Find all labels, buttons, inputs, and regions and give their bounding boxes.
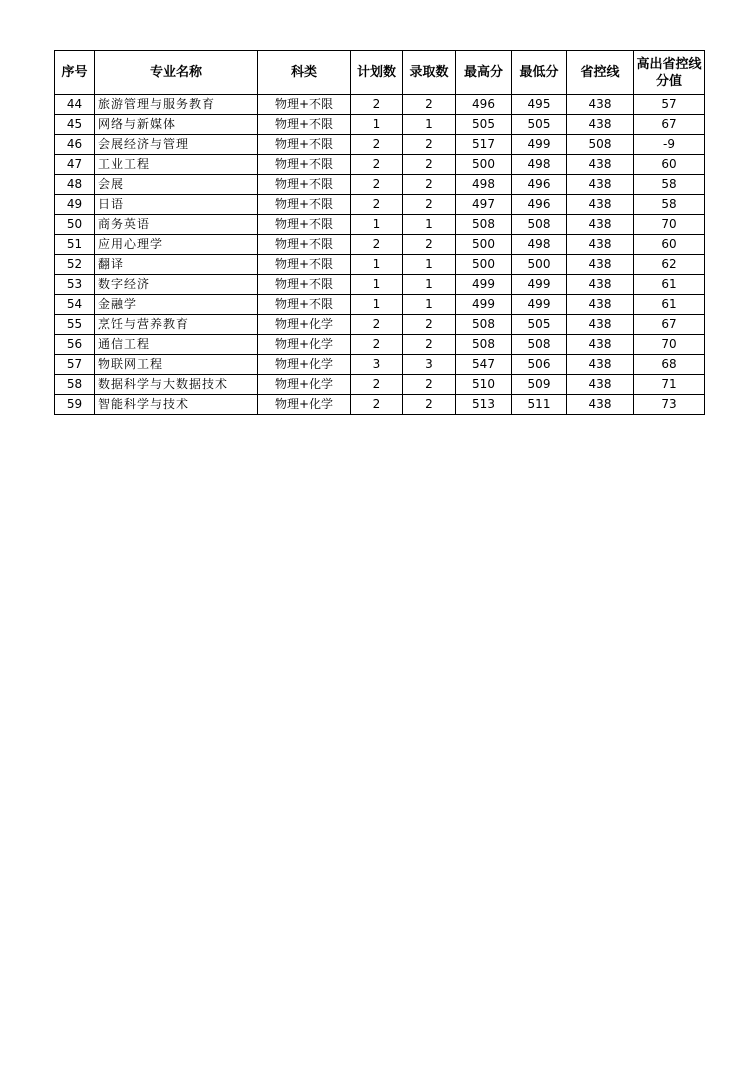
cell-min-score: 499 — [512, 295, 567, 315]
cell-index: 58 — [55, 375, 95, 395]
table-row — [55, 315, 705, 335]
cell-plan: 2 — [351, 375, 403, 395]
cell-control-line: 508 — [567, 135, 634, 155]
cell-max-score: 508 — [456, 215, 512, 235]
table-row — [55, 195, 705, 215]
cell-plan: 2 — [351, 155, 403, 175]
cell-major: 翻译 — [95, 255, 258, 275]
cell-control-line: 438 — [567, 195, 634, 215]
cell-plan: 2 — [351, 95, 403, 115]
cell-above-line: 71 — [634, 375, 705, 395]
cell-index: 59 — [55, 395, 95, 415]
header-category: 科类 — [258, 51, 351, 95]
cell-index: 57 — [55, 355, 95, 375]
cell-major: 烹饪与营养教育 — [95, 315, 258, 335]
cell-admitted: 1 — [403, 255, 456, 275]
cell-category: 物理+化学 — [258, 375, 351, 395]
cell-min-score: 496 — [512, 175, 567, 195]
cell-control-line: 438 — [567, 95, 634, 115]
cell-category: 物理+化学 — [258, 335, 351, 355]
cell-above-line: -9 — [634, 135, 705, 155]
cell-index: 56 — [55, 335, 95, 355]
cell-above-line: 67 — [634, 315, 705, 335]
cell-major: 日语 — [95, 195, 258, 215]
cell-control-line: 438 — [567, 395, 634, 415]
table-header-row — [55, 51, 705, 95]
cell-min-score: 499 — [512, 275, 567, 295]
table-row — [55, 295, 705, 315]
cell-plan: 1 — [351, 275, 403, 295]
cell-control-line: 438 — [567, 215, 634, 235]
cell-index: 50 — [55, 215, 95, 235]
cell-category: 物理+不限 — [258, 295, 351, 315]
cell-above-line: 67 — [634, 115, 705, 135]
cell-control-line: 438 — [567, 175, 634, 195]
cell-above-line: 61 — [634, 275, 705, 295]
cell-max-score: 505 — [456, 115, 512, 135]
cell-index: 49 — [55, 195, 95, 215]
cell-above-line: 61 — [634, 295, 705, 315]
header-above-line: 高出省控线分值 — [634, 51, 705, 95]
cell-above-line: 60 — [634, 235, 705, 255]
cell-max-score: 499 — [456, 295, 512, 315]
cell-max-score: 547 — [456, 355, 512, 375]
cell-admitted: 2 — [403, 175, 456, 195]
cell-control-line: 438 — [567, 275, 634, 295]
table-row — [55, 175, 705, 195]
cell-major: 智能科学与技术 — [95, 395, 258, 415]
cell-category: 物理+不限 — [258, 255, 351, 275]
cell-min-score: 505 — [512, 115, 567, 135]
cell-plan: 3 — [351, 355, 403, 375]
cell-max-score: 500 — [456, 155, 512, 175]
cell-category: 物理+不限 — [258, 275, 351, 295]
cell-plan: 2 — [351, 135, 403, 155]
cell-admitted: 1 — [403, 275, 456, 295]
cell-index: 51 — [55, 235, 95, 255]
table-row — [55, 255, 705, 275]
cell-index: 45 — [55, 115, 95, 135]
cell-admitted: 2 — [403, 335, 456, 355]
table-row — [55, 95, 705, 115]
cell-plan: 2 — [351, 395, 403, 415]
cell-max-score: 499 — [456, 275, 512, 295]
cell-control-line: 438 — [567, 235, 634, 255]
cell-min-score: 498 — [512, 155, 567, 175]
cell-above-line: 57 — [634, 95, 705, 115]
cell-admitted: 2 — [403, 315, 456, 335]
cell-admitted: 3 — [403, 355, 456, 375]
cell-plan: 2 — [351, 175, 403, 195]
cell-plan: 2 — [351, 315, 403, 335]
cell-index: 48 — [55, 175, 95, 195]
cell-index: 55 — [55, 315, 95, 335]
table-row — [55, 135, 705, 155]
cell-plan: 2 — [351, 195, 403, 215]
cell-plan: 1 — [351, 115, 403, 135]
cell-above-line: 70 — [634, 215, 705, 235]
cell-min-score: 499 — [512, 135, 567, 155]
cell-max-score: 500 — [456, 235, 512, 255]
cell-max-score: 510 — [456, 375, 512, 395]
cell-admitted: 1 — [403, 115, 456, 135]
cell-category: 物理+不限 — [258, 215, 351, 235]
cell-min-score: 508 — [512, 335, 567, 355]
cell-max-score: 508 — [456, 335, 512, 355]
cell-min-score: 508 — [512, 215, 567, 235]
cell-control-line: 438 — [567, 295, 634, 315]
cell-max-score: 498 — [456, 175, 512, 195]
cell-major: 通信工程 — [95, 335, 258, 355]
cell-category: 物理+不限 — [258, 115, 351, 135]
cell-plan: 1 — [351, 295, 403, 315]
table-body — [55, 95, 705, 415]
cell-control-line: 438 — [567, 155, 634, 175]
cell-category: 物理+化学 — [258, 355, 351, 375]
cell-above-line: 73 — [634, 395, 705, 415]
cell-min-score: 500 — [512, 255, 567, 275]
cell-max-score: 517 — [456, 135, 512, 155]
cell-min-score: 496 — [512, 195, 567, 215]
cell-major: 物联网工程 — [95, 355, 258, 375]
cell-index: 46 — [55, 135, 95, 155]
cell-major: 商务英语 — [95, 215, 258, 235]
cell-max-score: 513 — [456, 395, 512, 415]
cell-plan: 1 — [351, 215, 403, 235]
cell-control-line: 438 — [567, 115, 634, 135]
cell-admitted: 2 — [403, 135, 456, 155]
cell-category: 物理+不限 — [258, 175, 351, 195]
table-row — [55, 275, 705, 295]
cell-admitted: 2 — [403, 375, 456, 395]
cell-admitted: 2 — [403, 395, 456, 415]
cell-above-line: 62 — [634, 255, 705, 275]
cell-control-line: 438 — [567, 375, 634, 395]
table-row — [55, 155, 705, 175]
cell-plan: 2 — [351, 335, 403, 355]
cell-above-line: 70 — [634, 335, 705, 355]
header-index: 序号 — [55, 51, 95, 95]
header-admitted: 录取数 — [403, 51, 456, 95]
cell-max-score: 508 — [456, 315, 512, 335]
cell-category: 物理+不限 — [258, 195, 351, 215]
cell-major: 数字经济 — [95, 275, 258, 295]
table-row — [55, 335, 705, 355]
cell-above-line: 68 — [634, 355, 705, 375]
cell-index: 54 — [55, 295, 95, 315]
cell-admitted: 2 — [403, 95, 456, 115]
cell-category: 物理+不限 — [258, 135, 351, 155]
cell-control-line: 438 — [567, 355, 634, 375]
table-row — [55, 395, 705, 415]
table-row — [55, 375, 705, 395]
cell-above-line: 60 — [634, 155, 705, 175]
cell-major: 金融学 — [95, 295, 258, 315]
cell-min-score: 506 — [512, 355, 567, 375]
header-major: 专业名称 — [95, 51, 258, 95]
cell-category: 物理+不限 — [258, 155, 351, 175]
cell-max-score: 496 — [456, 95, 512, 115]
cell-min-score: 505 — [512, 315, 567, 335]
cell-category: 物理+化学 — [258, 395, 351, 415]
cell-control-line: 438 — [567, 335, 634, 355]
cell-min-score: 509 — [512, 375, 567, 395]
header-plan: 计划数 — [351, 51, 403, 95]
admission-score-sheet — [54, 50, 704, 415]
cell-major: 工业工程 — [95, 155, 258, 175]
cell-category: 物理+化学 — [258, 315, 351, 335]
cell-major: 旅游管理与服务教育 — [95, 95, 258, 115]
header-max-score: 最高分 — [456, 51, 512, 95]
cell-max-score: 497 — [456, 195, 512, 215]
cell-min-score: 495 — [512, 95, 567, 115]
cell-control-line: 438 — [567, 255, 634, 275]
cell-above-line: 58 — [634, 195, 705, 215]
cell-admitted: 2 — [403, 155, 456, 175]
cell-min-score: 511 — [512, 395, 567, 415]
table-row — [55, 215, 705, 235]
cell-major: 数据科学与大数据技术 — [95, 375, 258, 395]
cell-admitted: 1 — [403, 215, 456, 235]
cell-major: 会展 — [95, 175, 258, 195]
table-row — [55, 355, 705, 375]
table-row — [55, 235, 705, 255]
cell-max-score: 500 — [456, 255, 512, 275]
header-min-score: 最低分 — [512, 51, 567, 95]
table-row — [55, 115, 705, 135]
cell-admitted: 2 — [403, 195, 456, 215]
cell-category: 物理+不限 — [258, 95, 351, 115]
cell-above-line: 58 — [634, 175, 705, 195]
cell-index: 53 — [55, 275, 95, 295]
cell-index: 52 — [55, 255, 95, 275]
cell-index: 44 — [55, 95, 95, 115]
cell-admitted: 2 — [403, 235, 456, 255]
cell-admitted: 1 — [403, 295, 456, 315]
cell-index: 47 — [55, 155, 95, 175]
cell-plan: 1 — [351, 255, 403, 275]
cell-category: 物理+不限 — [258, 235, 351, 255]
cell-major: 会展经济与管理 — [95, 135, 258, 155]
cell-control-line: 438 — [567, 315, 634, 335]
admission-score-table — [54, 50, 705, 415]
cell-plan: 2 — [351, 235, 403, 255]
header-control-line: 省控线 — [567, 51, 634, 95]
cell-min-score: 498 — [512, 235, 567, 255]
cell-major: 应用心理学 — [95, 235, 258, 255]
cell-major: 网络与新媒体 — [95, 115, 258, 135]
